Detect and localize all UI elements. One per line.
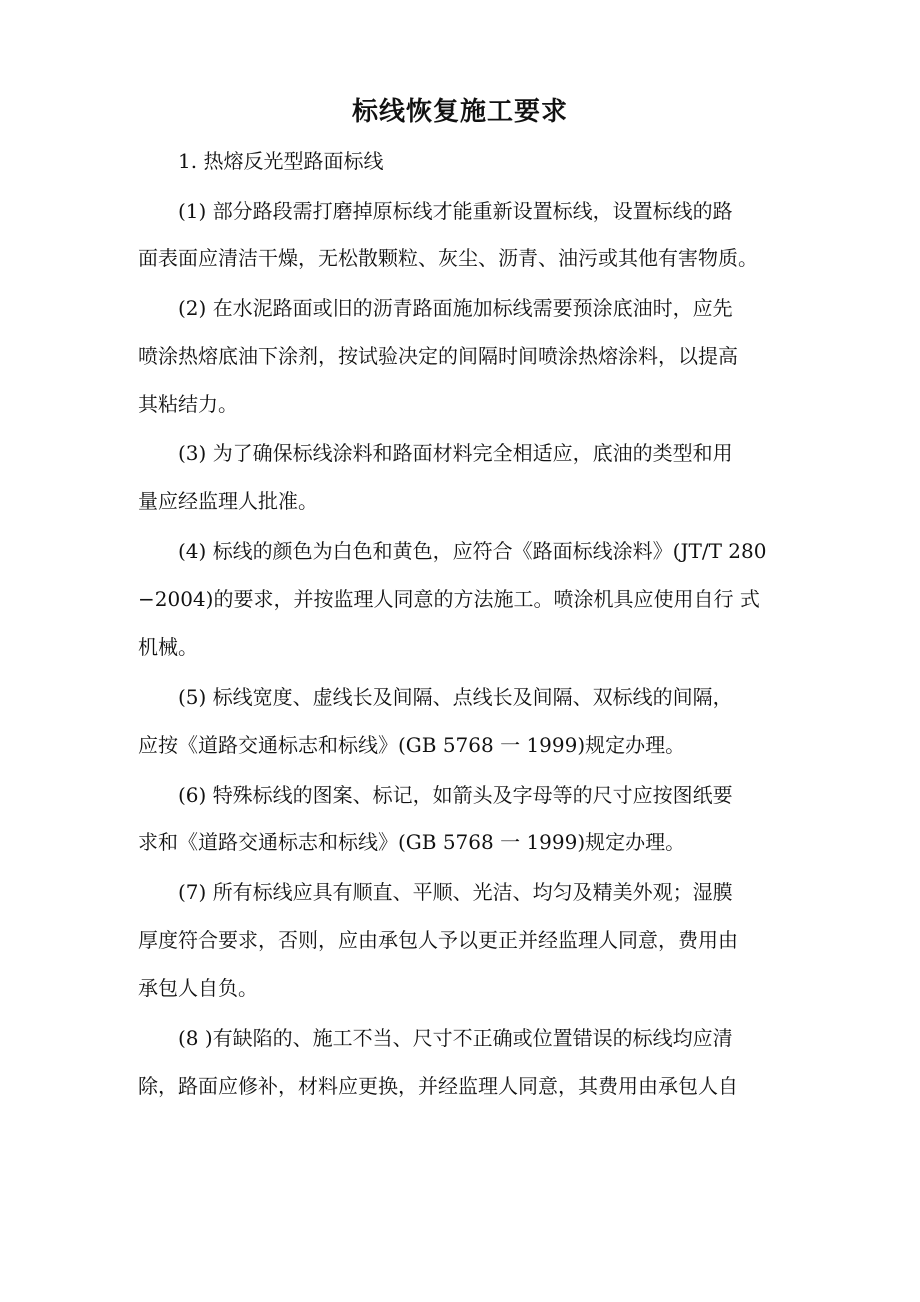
paragraph-line: (2) 在水泥路面或旧的沥青路面施加标线需要预涂底油时，应先 [178, 296, 733, 320]
paragraph-line: 应按《道路交通标志和标线》(GB 5768 一 1999)规定办理。 [138, 733, 686, 757]
section-heading: 1. 热熔反光型路面标线 [178, 149, 384, 173]
paragraph-line: (4) 标线的颜色为白色和黄色，应符合《路面标线涂料》(JT/T 280 [178, 539, 767, 563]
paragraph-line: −2004)的要求，并按监理人同意的方法施工。喷涂机具应使用自行 式 [138, 587, 760, 611]
paragraph-line: 除，路面应修补，材料应更换，并经监理人同意，其费用由承包人自 [138, 1074, 738, 1098]
paragraph-line: (5) 标线宽度、虚线长及间隔、点线长及间隔、双标线的间隔， [178, 685, 733, 709]
paragraph-line: 厚度符合要求，否则，应由承包人予以更正并经监理人同意，费用由 [138, 928, 738, 952]
document-title: 标线恢复施工要求 [351, 97, 568, 127]
paragraph-line: 面表面应清洁干燥，无松散颗粒、灰尘、沥青、油污或其他有害物质。 [138, 246, 758, 270]
paragraph-line: 其粘结力。 [138, 392, 238, 416]
paragraph-line: (7) 所有标线应具有顺直、平顺、光洁、均匀及精美外观；湿膜 [178, 880, 733, 904]
paragraph-line: 喷涂热熔底油下涂剂，按试验决定的间隔时间喷涂热熔涂料，以提高 [138, 344, 738, 368]
paragraph-line: (3) 为了确保标线涂料和路面材料完全相适应，底油的类型和用 [178, 441, 733, 465]
paragraph-line: 量应经监理人批准。 [138, 489, 318, 513]
paragraph-line: 机械。 [138, 635, 198, 659]
paragraph-line: (1) 部分路段需打磨掉原标线才能重新设置标线，设置标线的路 [178, 199, 733, 223]
paragraph-line: (8 )有缺陷的、施工不当、尺寸不正确或位置错误的标线均应清 [178, 1026, 733, 1050]
paragraph-line: 承包人自负。 [138, 976, 258, 1000]
paragraph-line: (6) 特殊标线的图案、标记，如箭头及字母等的尺寸应按图纸要 [178, 783, 733, 807]
paragraph-line: 求和《道路交通标志和标线》(GB 5768 一 1999)规定办理。 [138, 830, 686, 854]
